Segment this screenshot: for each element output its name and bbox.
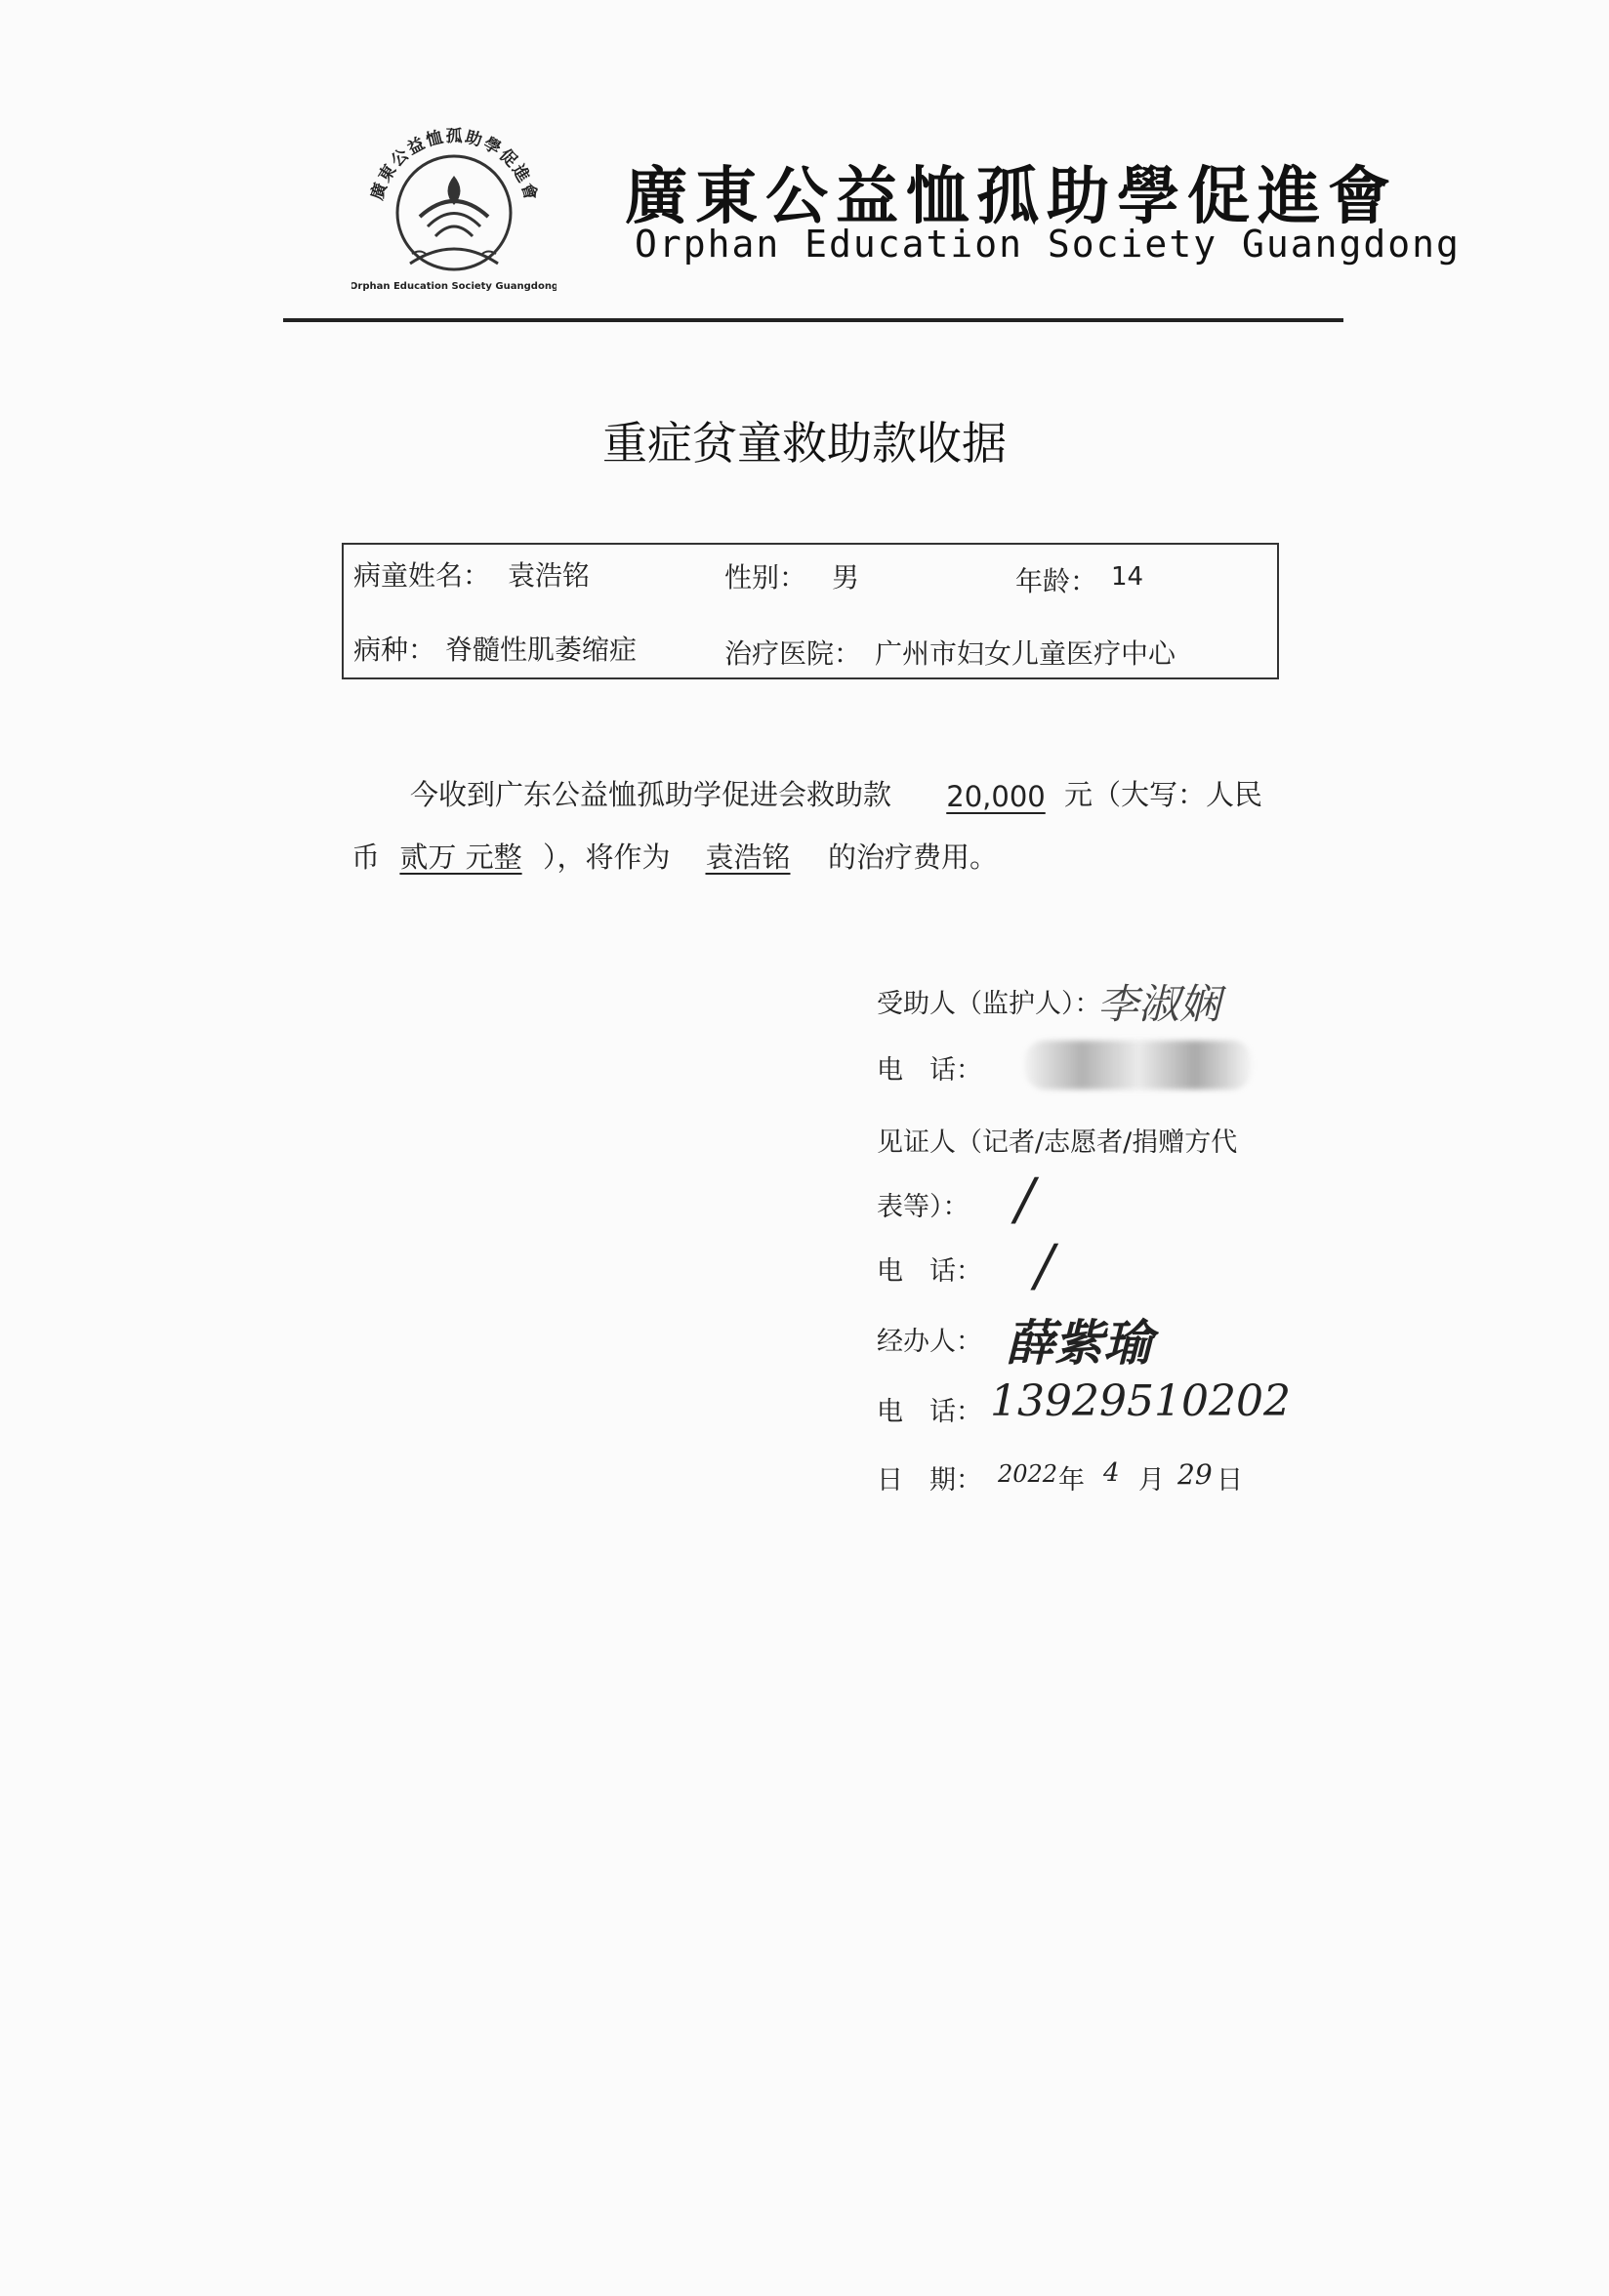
org-name-cn: 廣東公益恤孤助學促進會 — [625, 160, 1398, 233]
currency-prefix: 币 — [351, 840, 381, 874]
handler-signature: 薛紫瑜 — [1006, 1314, 1152, 1372]
redacted-phone — [1025, 1041, 1252, 1089]
witness-label: 见证人（记者/志愿者/捐赠方代 — [877, 1128, 1238, 1158]
age-label: 年龄： — [1015, 565, 1098, 597]
hospital-label: 治疗医院： — [724, 637, 862, 670]
org-logo — [351, 107, 557, 293]
receipt-text-prefix: 今收到广东公益恤孤助学促进会救助款 — [410, 778, 892, 811]
date-day-unit: 日 — [1217, 1465, 1243, 1496]
header-divider — [283, 318, 1343, 322]
date-year: 2022 — [998, 1460, 1058, 1488]
recipient-signature: 李淑娴 — [1097, 980, 1221, 1028]
amount-figure: 20,000 — [946, 780, 1046, 813]
logo-emblem-icon — [351, 107, 557, 293]
handler-phone-label: 电 话： — [877, 1397, 982, 1427]
recipient-label: 受助人（监护人）： — [877, 989, 1101, 1019]
purpose-suffix: 的治疗费用。 — [828, 840, 999, 874]
patient-name: 袁浩铭 — [508, 559, 591, 592]
logo-ring-text: 廣東公益恤孤助學促進會 — [367, 126, 541, 205]
purpose-text: ），将作为 — [543, 840, 671, 874]
handler-label: 经办人： — [877, 1327, 982, 1357]
witness-label-continued: 表等）： — [877, 1192, 970, 1222]
patient-disease: 脊髓性肌萎缩症 — [445, 634, 638, 666]
gender-label: 性别： — [724, 561, 807, 594]
date-year-unit: 年 — [1058, 1465, 1085, 1496]
patient-age: 14 — [1111, 562, 1144, 592]
treatment-hospital: 广州市妇女儿童医疗中心 — [875, 637, 1176, 670]
name-label: 病童姓名： — [353, 559, 491, 592]
receipt-text-suffix: 元（大写：人民 — [1064, 778, 1263, 811]
recipient-phone-label: 电 话： — [877, 1055, 982, 1086]
witness-phone-label: 电 话： — [877, 1256, 982, 1287]
date-day: 29 — [1177, 1458, 1213, 1491]
org-name-en: Orphan Education Society Guangdong — [635, 223, 1461, 266]
document-title: 重症贫童救助款收据 — [602, 417, 1007, 470]
logo-caption: Orphan Education Society Guangdong — [351, 281, 557, 292]
beneficiary-name: 袁浩铭 — [705, 840, 791, 874]
amount-in-words: 贰万 元整 — [399, 840, 522, 874]
patient-gender: 男 — [832, 561, 860, 594]
handler-phone: 13929510202 — [990, 1376, 1291, 1426]
date-label: 日 期： — [877, 1465, 982, 1496]
date-month-unit: 月 — [1138, 1465, 1165, 1496]
date-month: 4 — [1103, 1458, 1120, 1488]
witness-phone-value: / — [1035, 1232, 1054, 1298]
witness-value: / — [1015, 1166, 1035, 1232]
disease-label: 病种： — [353, 634, 436, 666]
